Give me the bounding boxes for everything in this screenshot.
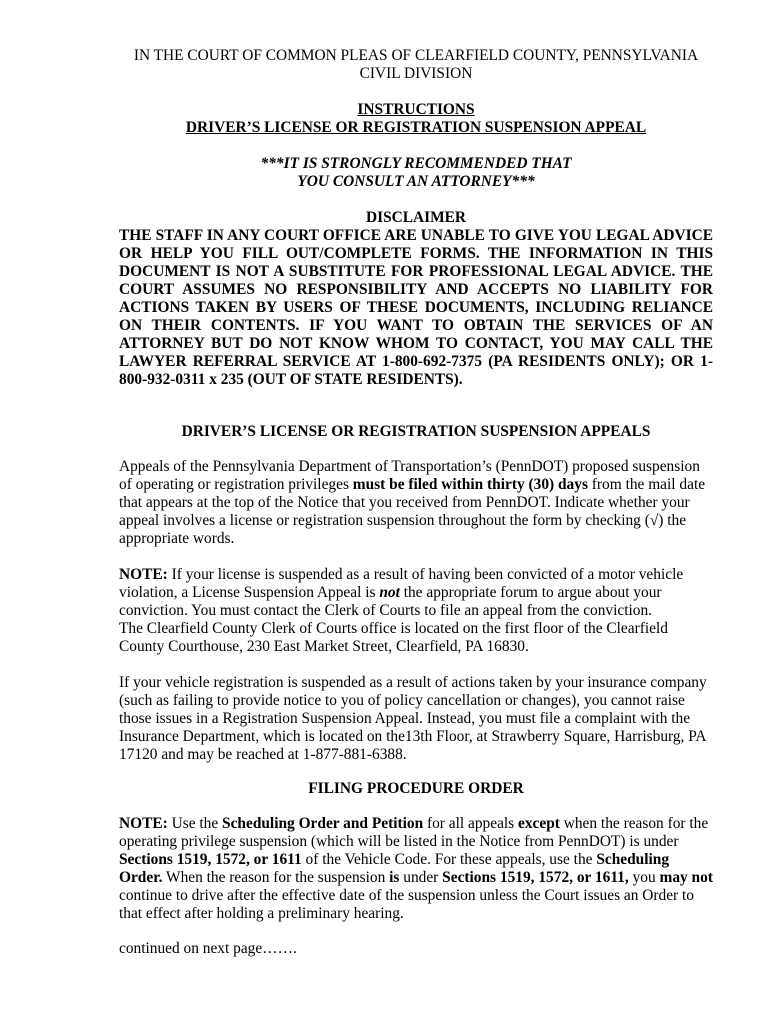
court-name-line: IN THE COURT OF COMMON PLEAS OF CLEARFIELD COUNTY, PENNSYLVANIA bbox=[133, 47, 699, 64]
appeals-text-cont: from the mail date that appears at the top of the Notice that you received from PennDOT. Indicate whether your appeal involves a license or registration suspension throughout the form by checking ( bbox=[119, 476, 706, 529]
disclaimer-block bbox=[119, 209, 713, 389]
checkmark-symbol: √ bbox=[649, 512, 659, 529]
sections-text: Sections 1519, 1572, or 1611, bbox=[442, 869, 629, 886]
note-text: If your license is suspended as a result of having been convicted of a motor vehicle violation, a License Suspension Appeal is bbox=[119, 566, 684, 601]
emphasis-not: not bbox=[379, 584, 400, 601]
scheduling-order-petition-text: Scheduling Order and Petition bbox=[222, 815, 424, 832]
registration-text: If your vehicle registration is suspended as a result of actions taken by your insurance company (such as failing to provide notice to you of policy cancellation or changes), you cannot raise those issues in a Registration Suspension Appeal. Instead, you must file a complaint with the Insurance Department, which is located on the13th Floor, at Strawberry Square, Harrisburg, PA 17120 and may be reached at 1-877-881-6388. bbox=[119, 674, 707, 763]
continued-note: continued on next page……. bbox=[119, 940, 297, 957]
appeals-section-heading-block bbox=[119, 423, 713, 441]
scheduling-order-text: Scheduling Order. bbox=[119, 851, 670, 886]
filing-procedure-heading: FILING PROCEDURE ORDER bbox=[308, 780, 524, 797]
deadline-text: must be filed within thirty (30) days bbox=[352, 476, 588, 493]
note-text: When the reason for the suspension bbox=[162, 869, 390, 886]
disclaimer-body: THE STAFF IN ANY COURT OFFICE ARE UNABLE TO GIVE YOU LEGAL ADVICE OR HELP YOU FILL OUT/COMPLETE FORMS. THE INFORMATION IN THIS DOCUMENT IS NOT A SUBSTITUTE FOR PROFESSIONAL LEGAL ADVICE. THE COURT ASSUMES NO RESPONSIBILITY AND ACCEPTS NO LIABILITY FOR ACTIONS TAKEN BY USERS OF THESE DOCUMENTS, INCLUDING RELIANCE ON THEIR CONTENTS. IF YOU WANT TO OBTAIN THE SERVICES OF AN ATTORNEY BUT DO NOT KNOW WHOM TO CONTACT, YOU MAY CALL THE LAWYER REFERRAL SERVICE AT 1-800-692-7375 (PA RESIDENTS ONLY); OR 1-800-932-0311 x 235 (OUT OF STATE RESIDENTS). bbox=[119, 227, 713, 388]
appeals-text: Appeals of the Pennsylvania Department of Transportation’s (PennDOT) proposed suspension of operating or registration privileges bbox=[119, 458, 700, 493]
appeals-text-end: ) the appropriate words. bbox=[119, 512, 687, 547]
note-label: NOTE: bbox=[119, 815, 168, 832]
continued-note-block bbox=[119, 940, 713, 958]
is-text: is bbox=[389, 869, 400, 886]
filing-heading-block bbox=[119, 780, 713, 798]
note-text: when the reason for the operating privilege suspension (which will be listed in the Notice from PennDOT) is under bbox=[119, 815, 709, 850]
filing-note-paragraph bbox=[119, 815, 713, 923]
recommendation-line2: YOU CONSULT AN ATTORNEY*** bbox=[297, 173, 535, 190]
note-text: for all appeals bbox=[423, 815, 519, 832]
court-header bbox=[119, 47, 713, 83]
attorney-recommendation bbox=[119, 155, 713, 191]
registration-paragraph bbox=[119, 674, 713, 764]
note-text: of the Vehicle Code. For these appeals, use the bbox=[301, 851, 597, 868]
note-text-cont: the appropriate forum to argue about your conviction. You must contact the Clerk of Courts to file an appeal from the conviction. bbox=[119, 584, 662, 619]
appeals-section-heading: DRIVER’S LICENSE OR REGISTRATION SUSPENSION APPEALS bbox=[181, 423, 651, 440]
recommendation-line1: ***IT IS STRONGLY RECOMMENDED THAT bbox=[260, 155, 572, 172]
except-text: except bbox=[518, 815, 560, 832]
document-title: DRIVER’S LICENSE OR REGISTRATION SUSPENSION APPEAL bbox=[185, 119, 647, 136]
may-not-text: may not bbox=[659, 869, 713, 886]
note-text: under bbox=[399, 869, 443, 886]
appeals-paragraph bbox=[119, 458, 713, 548]
note-text: continue to drive after the effective date of the suspension unless the Court issues an Order to that effect after holding a preliminary hearing. bbox=[119, 887, 694, 922]
clerk-location-text: The Clearfield County Clerk of Courts office is located on the first floor of the Clearfield County Courthouse, 230 East Market Street, Clearfield, PA 16830. bbox=[119, 620, 668, 655]
instructions-title-block bbox=[119, 101, 713, 137]
court-division-line: CIVIL DIVISION bbox=[359, 65, 473, 82]
note-text: Use the bbox=[167, 815, 223, 832]
sections-text: Sections 1519, 1572, or 1611 bbox=[119, 851, 302, 868]
instructions-heading: INSTRUCTIONS bbox=[357, 101, 475, 118]
license-note-paragraph bbox=[119, 566, 713, 656]
note-text: you bbox=[628, 869, 660, 886]
disclaimer-heading: DISCLAIMER bbox=[365, 209, 467, 226]
note-label: NOTE: bbox=[119, 566, 168, 583]
